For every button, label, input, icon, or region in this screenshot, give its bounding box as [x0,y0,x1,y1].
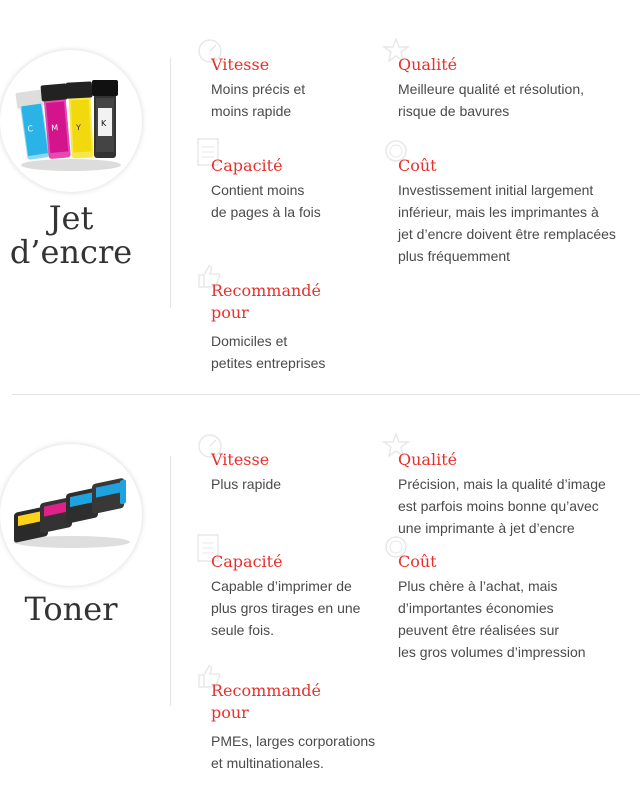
recommande-text [211,730,375,774]
vitesse-text [211,473,281,495]
vitesse-block [211,54,305,122]
cout-block [398,551,586,663]
text-line: inférieur, mais les imprimantes à [398,204,599,220]
capacite-block [211,551,360,641]
text-line: peuvent être réalisées sur [398,622,560,638]
cout-block [398,155,616,267]
qualite-text [398,473,606,539]
qualite-text [398,78,584,122]
text-line: est parfois moins bonne qu’avec [398,498,599,514]
text-line: Domiciles et [211,333,288,349]
label-line: pour [211,303,249,322]
recommande-text [211,330,325,374]
cout-text [398,575,586,663]
vitesse-label: Vitesse [211,55,270,74]
text-line: de pages à la fois [211,204,321,220]
text-line: plus fréquemment [398,248,511,264]
title-line-1: Jet [48,199,94,237]
vertical-divider [170,58,171,308]
text-line: jet d’encre doivent être remplacées [398,226,616,242]
toner-cartridges-image [0,444,142,586]
qualite-label: Qualité [398,450,458,469]
text-line: Meilleure qualité et résolution, [398,81,584,97]
label-line: pour [211,703,249,722]
capacite-text [211,179,321,223]
svg-text:M: M [50,123,59,133]
qualite-block [398,54,584,122]
section-divider [12,394,640,395]
title-line-1: Toner [24,590,118,628]
text-line: une imprimante à jet d’encre [398,520,575,536]
text-line: Capable d’imprimer de [211,578,352,594]
svg-text:Y: Y [75,123,82,133]
capacite-label: Capacité [211,552,283,571]
qualite-label: Qualité [398,55,458,74]
text-line: et multinationales. [211,755,324,771]
title-line-2: d’encre [9,233,133,271]
text-line: Plus rapide [211,476,282,492]
cout-label: Coût [398,156,437,175]
text-line: Plus chère à l’achat, mais [398,578,558,594]
text-line: Contient moins [211,182,305,198]
text-line: plus gros tirages en une [211,600,361,616]
cout-label: Coût [398,552,437,571]
section-title [0,201,142,269]
capacite-text [211,575,360,641]
label-line: Recommandé [211,281,322,300]
recommande-block [211,280,325,374]
label-line: Recommandé [211,681,322,700]
capacite-block [211,155,321,223]
text-line: Investissement initial largement [398,182,594,198]
cout-text [398,179,616,267]
svg-text:C: C [26,124,34,134]
text-line: seule fois. [211,622,275,638]
svg-text:K: K [101,119,107,128]
text-line: moins rapide [211,103,292,119]
text-line: les gros volumes d’impression [398,644,586,660]
vitesse-text [211,78,305,122]
ink-cartridges-image [0,50,142,192]
vitesse-label: Vitesse [211,450,270,469]
capacite-label: Capacité [211,156,283,175]
recommande-label [211,680,375,724]
recommande-label [211,280,325,324]
inkjet-section [0,0,640,395]
qualite-block [398,449,606,539]
text-line: risque de bavures [398,103,510,119]
text-line: PMEs, larges corporations [211,733,376,749]
text-line: d’importantes économies [398,600,554,616]
vertical-divider [170,456,171,706]
text-line: Précision, mais la qualité d’image [398,476,606,492]
toner-section [0,396,640,811]
recommande-block [211,680,375,774]
section-title [0,592,142,626]
vitesse-block [211,449,281,495]
text-line: petites entreprises [211,355,326,371]
text-line: Moins précis et [211,81,306,97]
